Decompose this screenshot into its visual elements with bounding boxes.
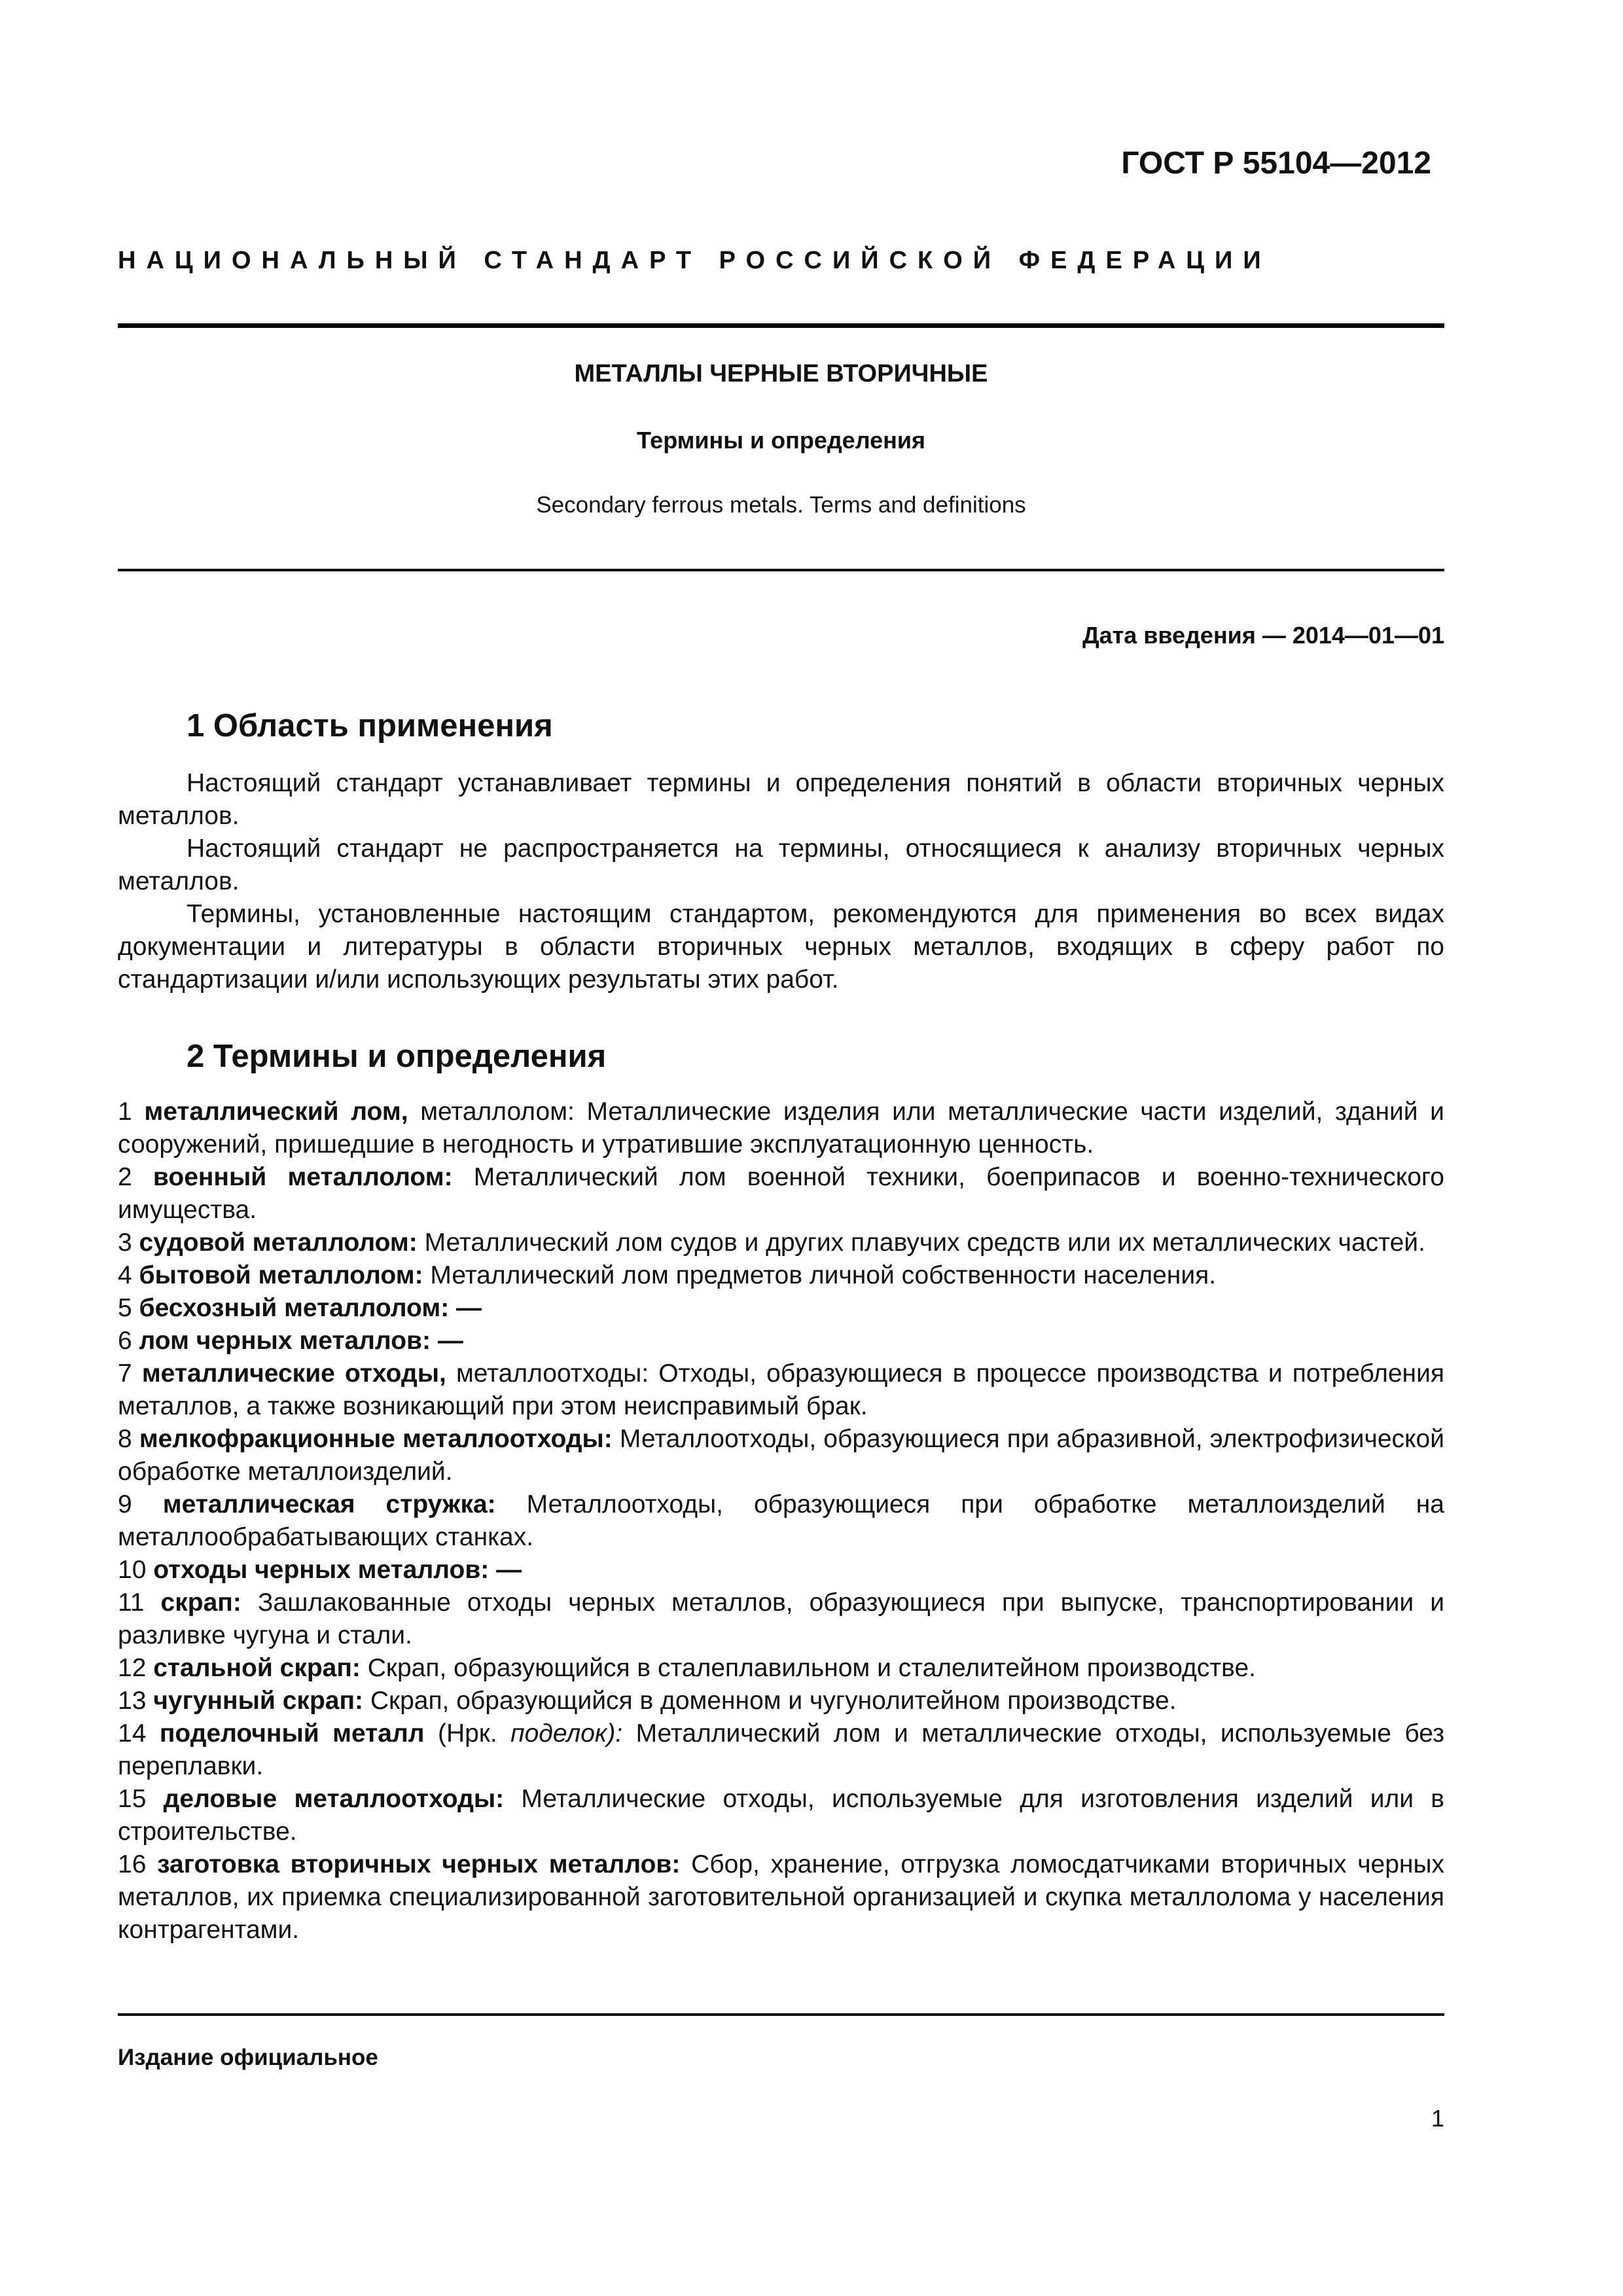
official-edition-label: Издание официальное xyxy=(118,2045,378,2070)
section-heading-scope: 1 Область применения xyxy=(187,708,553,744)
term-definition: Металлический лом судов и других плавучих средств или их металлических частей. xyxy=(417,1229,1425,1257)
term-definition: Отходы, образующиеся в процессе производства и потребления металлов, а также возникающий при этом неисправимый брак. xyxy=(118,1359,1444,1420)
term-entry xyxy=(118,1227,1444,1259)
term-definition: Металлический лом предметов личной собственности населения. xyxy=(423,1261,1217,1289)
term-entry xyxy=(118,1587,1444,1652)
footer-divider xyxy=(118,2013,1444,2016)
term-name: деловые металлоотходы: xyxy=(163,1785,505,1813)
term-number: 13 xyxy=(118,1687,147,1715)
term-entry xyxy=(118,1848,1444,1946)
term-definition: Сбор, хранение, отгрузка ломосдатчиками вторичных черных металлов, их приемка специализированной заготовительной организацией и скупка металлолома у населения контрагентами. xyxy=(118,1850,1445,1944)
term-synonym: металлолом: xyxy=(408,1098,575,1126)
page-number: 1 xyxy=(1431,2105,1444,2132)
term-number: 16 xyxy=(118,1850,147,1878)
term-entry xyxy=(118,1685,1444,1717)
term-entry xyxy=(118,1717,1444,1783)
national-standard-banner: НАЦИОНАЛЬНЫЙ СТАНДАРТ РОССИЙСКОЙ ФЕДЕРАЦИИ xyxy=(118,247,1272,274)
term-entry xyxy=(118,1259,1444,1292)
term-definition: Зашлакованные отходы черных металлов, образующиеся при выпуске, транспортировании и разливке чугуна и стали. xyxy=(118,1588,1444,1649)
term-name: заготовка вторичных черных металлов: xyxy=(157,1850,681,1878)
term-entry xyxy=(118,1554,1444,1587)
term-entry xyxy=(118,1783,1444,1848)
term-entry xyxy=(118,1325,1444,1357)
term-number: 2 xyxy=(118,1163,132,1191)
term-name: стальной скрап: xyxy=(153,1654,361,1682)
term-entry xyxy=(118,1357,1444,1423)
term-number: 3 xyxy=(118,1229,132,1257)
scope-paragraph: Настоящий стандарт устанавливает термины и определения понятий в области вторичных черных металлов. xyxy=(118,769,1444,830)
term-name: бытовой металлолом: xyxy=(139,1261,423,1289)
term-entry xyxy=(118,1096,1444,1161)
title-divider xyxy=(118,569,1444,571)
term-definition: Металлический лом военной техники, боеприпасов и военно-технического имущества. xyxy=(118,1163,1444,1224)
term-entry xyxy=(118,1161,1444,1227)
term-number: 14 xyxy=(118,1719,147,1748)
term-note-italic: поделок): xyxy=(510,1719,623,1748)
term-number: 9 xyxy=(118,1490,132,1518)
document-code: ГОСТ Р 55104—2012 xyxy=(1121,146,1431,181)
term-definition: Металлоотходы, образующиеся при абразивной, электрофизической обработке металлоизделий. xyxy=(118,1425,1444,1486)
term-number: 11 xyxy=(118,1588,145,1617)
term-number: 12 xyxy=(118,1654,147,1682)
scope-paragraph: Термины, установленные настоящим стандартом, рекомендуются для применения во всех видах документации и литературы в области вторичных черных металлов, входящих в сферу работ по стандартизации и/или использующих результаты этих работ. xyxy=(118,900,1444,994)
term-number: 6 xyxy=(118,1327,132,1355)
term-synonym: металлоотходы: xyxy=(446,1359,649,1388)
scope-text xyxy=(118,767,1444,996)
term-definition: Скрап, образующийся в доменном и чугунолитейном производстве. xyxy=(363,1687,1177,1715)
term-name: лом черных металлов: — xyxy=(139,1327,463,1355)
term-definition: Металлические отходы, используемые для изготовления изделий или в строительстве. xyxy=(118,1785,1445,1846)
english-title: Secondary ferrous metals. Terms and definitions xyxy=(536,492,1026,518)
term-number: 8 xyxy=(118,1425,132,1453)
document-title: МЕТАЛЛЫ ЧЕРНЫЕ ВТОРИЧНЫЕ xyxy=(574,360,988,387)
term-name: чугунный скрап: xyxy=(153,1687,363,1715)
term-name: скрап: xyxy=(160,1588,241,1617)
term-note: (Нрк. xyxy=(424,1719,511,1748)
term-entry xyxy=(118,1292,1444,1325)
top-divider xyxy=(118,323,1444,328)
term-name: отходы черных металлов: — xyxy=(153,1556,522,1584)
term-name: металлические отходы, xyxy=(141,1359,446,1388)
term-definition: Металлические изделия или металлические части изделий, зданий и сооружений, пришедшие в негодность и утратившие эксплуатационную ценность. xyxy=(118,1098,1444,1158)
term-entry xyxy=(118,1652,1444,1685)
term-name: судовой металлолом: xyxy=(139,1229,418,1257)
term-definition: Скрап, образующийся в сталеплавильном и сталелитейном производстве. xyxy=(360,1654,1256,1682)
introduction-date: Дата введения — 2014—01—01 xyxy=(1082,622,1444,649)
term-number: 7 xyxy=(118,1359,132,1388)
term-name: поделочный металл xyxy=(159,1719,425,1748)
terms-list xyxy=(118,1096,1444,1946)
term-name: бесхозный металлолом: — xyxy=(139,1294,482,1322)
term-name: металлический лом, xyxy=(144,1098,408,1126)
term-name: мелкофракционные металлоотходы: xyxy=(139,1425,613,1453)
term-number: 1 xyxy=(118,1098,132,1126)
section-heading-terms: 2 Термины и определения xyxy=(187,1039,607,1074)
term-entry xyxy=(118,1423,1444,1488)
scope-paragraph: Настоящий стандарт не распространяется на термины, относящиеся к анализу вторичных черных металлов. xyxy=(118,834,1444,895)
term-number: 10 xyxy=(118,1556,147,1584)
term-name: металлическая стружка: xyxy=(162,1490,496,1518)
term-number: 5 xyxy=(118,1294,132,1322)
term-entry xyxy=(118,1488,1444,1554)
term-definition: Металлический лом и металлические отходы, используемые без переплавки. xyxy=(118,1719,1445,1780)
term-number: 4 xyxy=(118,1261,132,1289)
term-name: военный металлолом: xyxy=(152,1163,453,1191)
term-definition: Металлоотходы, образующиеся при обработке металлоизделий на металлообрабатывающих станках. xyxy=(118,1490,1444,1551)
document-subtitle: Термины и определения xyxy=(636,427,926,454)
term-number: 15 xyxy=(118,1785,147,1813)
